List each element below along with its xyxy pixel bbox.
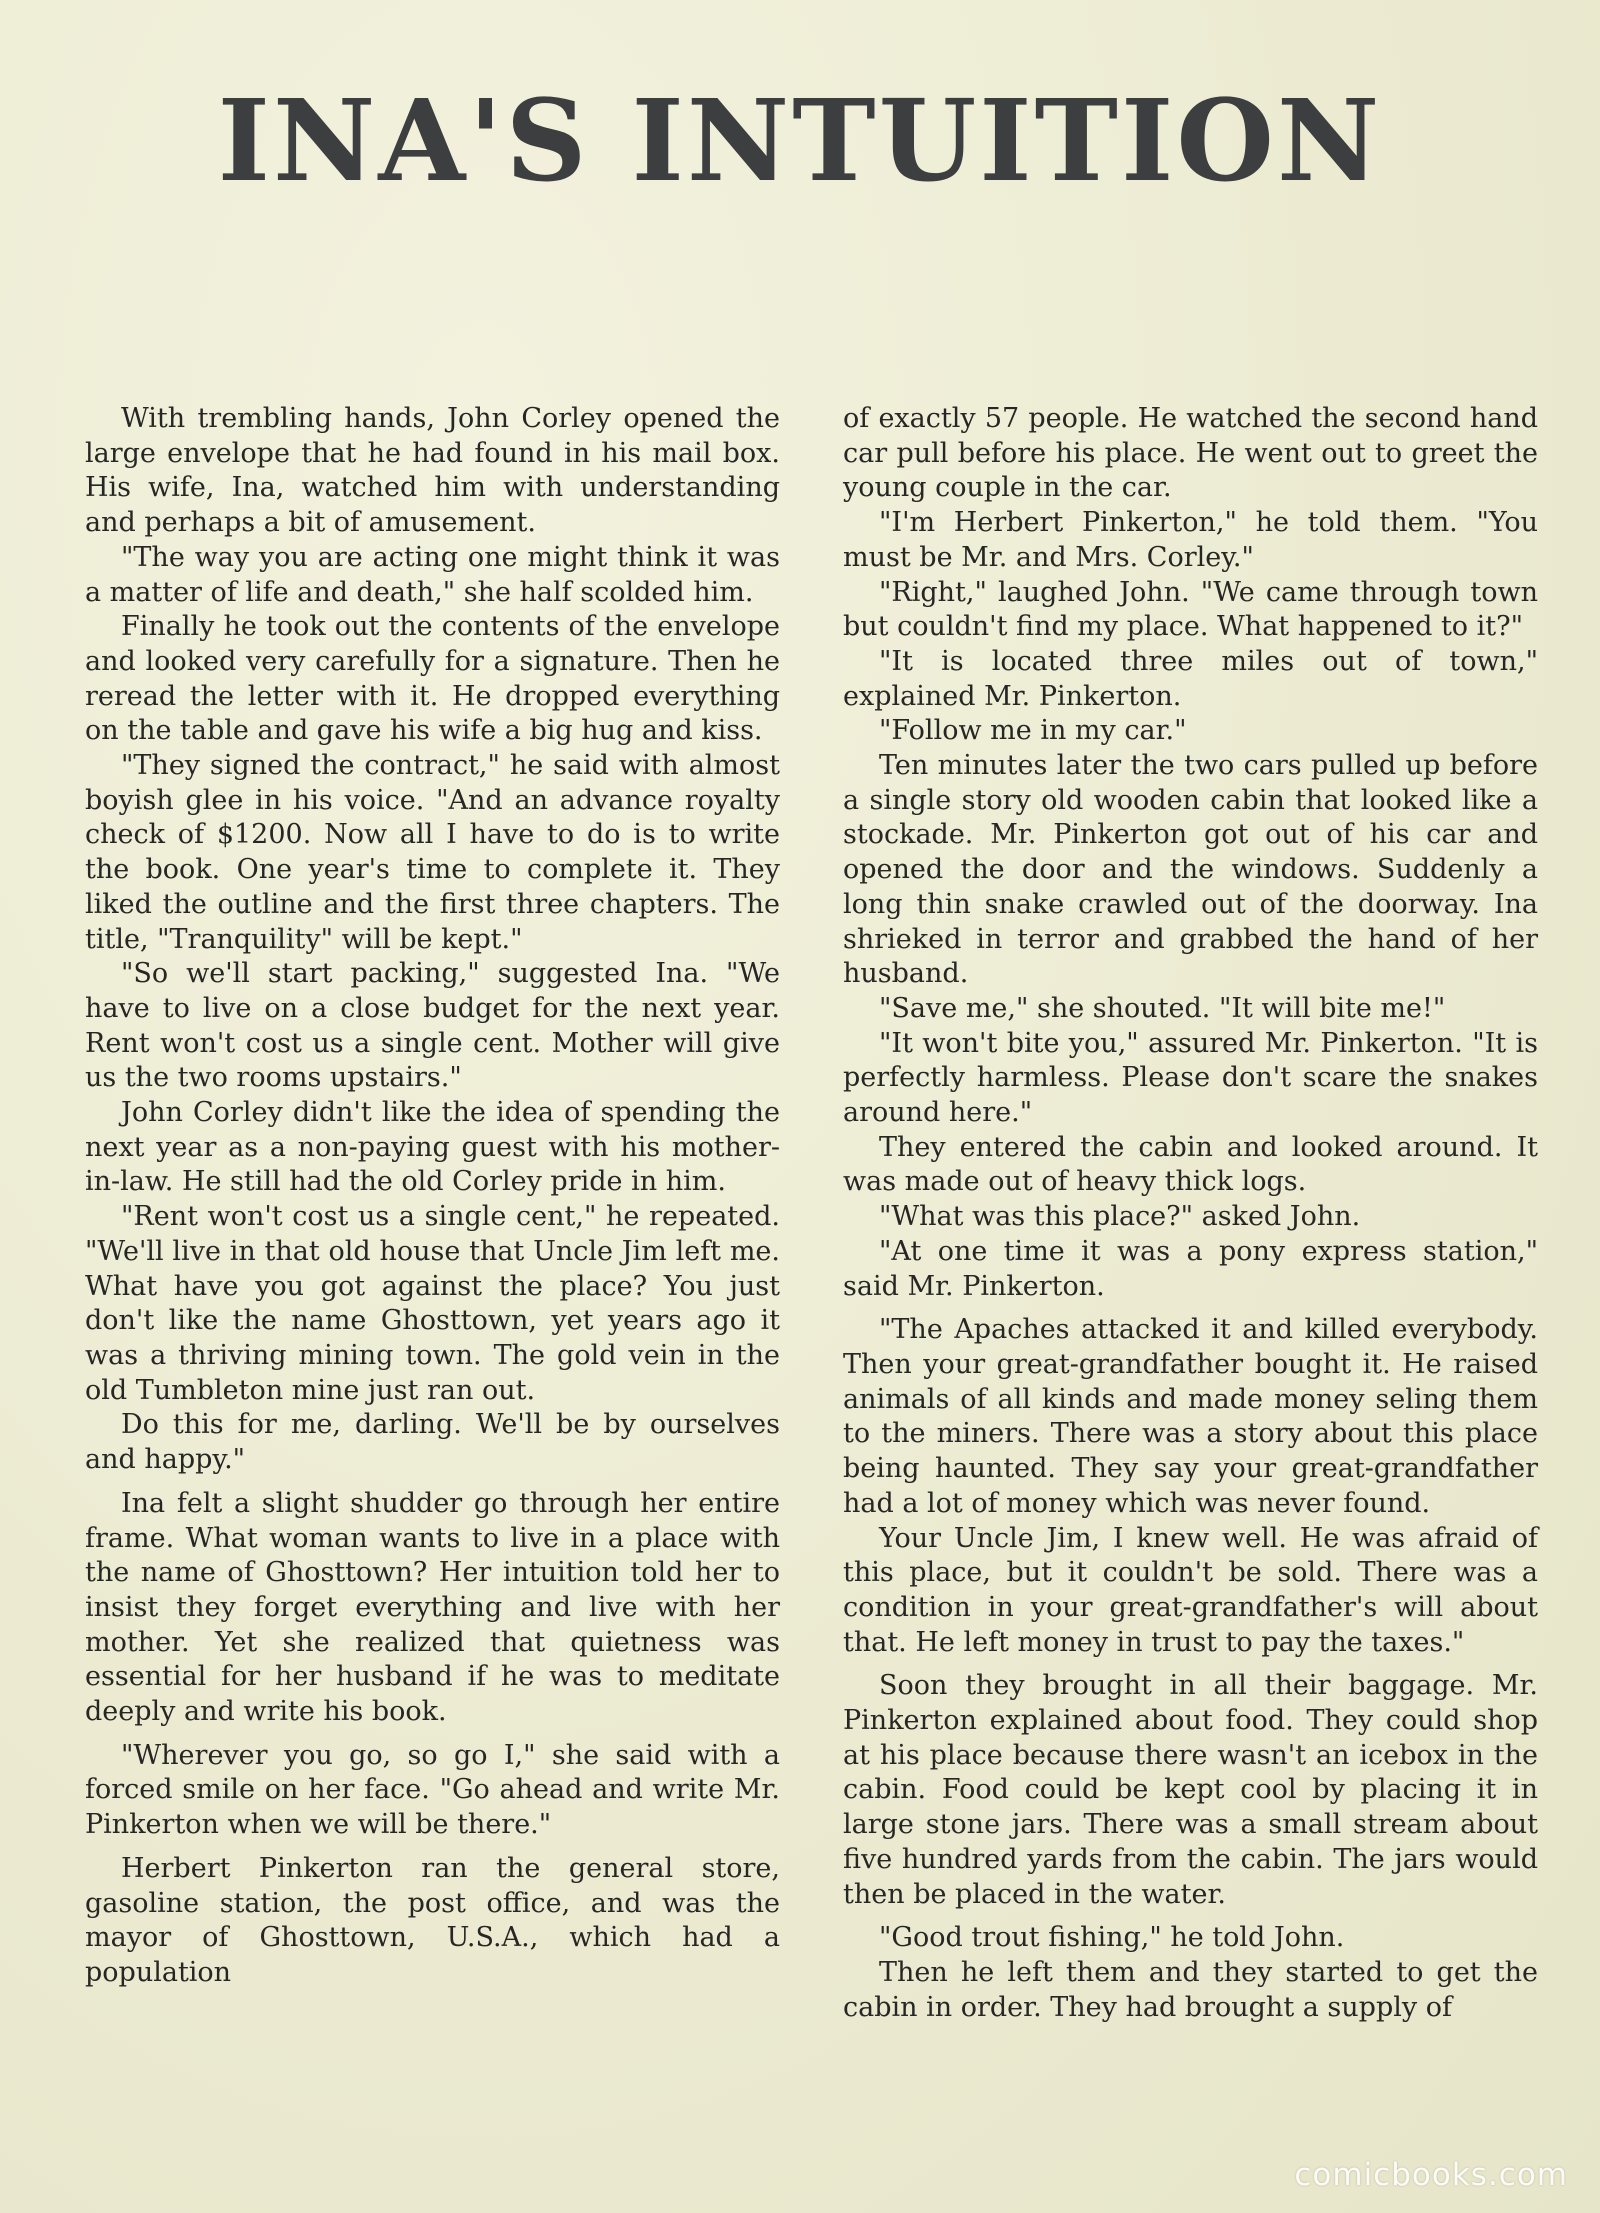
paragraph: "Follow me in my car." [879, 715, 1187, 747]
paragraph: Do this for me, darling. We'll be by ourselves and happy." [85, 1409, 780, 1476]
paragraph: Your Uncle Jim, I knew well. He was afraid of this place, but it couldn't be sold. There was a condition in your great-grandfather's will about that. He left money in trust to pay the taxes." [843, 1522, 1538, 1658]
paragraph: "I'm Herbert Pinkerton," he told them. "You must be Mr. and Mrs. Corley." [843, 507, 1538, 573]
paragraph: "Rent won't cost us a single cent," he repeated. "We'll live in that old house that Uncle Jim left me. What have you got against the place? You just don't like the name Ghosttown, yet years ago it was a thriving mining town. The gold vein in the old Tumbleton mine just ran out. [85, 1201, 780, 1406]
watermark-text: comicbooks.com [1294, 2157, 1568, 2193]
left-column [85, 402, 780, 1991]
paragraph: "So we'll start packing," suggested Ina. "We have to live on a close budget for the next year. Rent won't cost us a single cent. Mother will give us the two rooms upstairs." [85, 958, 780, 1094]
paragraph: "The way you are acting one might think it was a matter of life and death," she half scolded him. [85, 541, 780, 608]
paragraph: "It is located three miles out of town," explained Mr. Pinkerton. [843, 645, 1538, 712]
paragraph: Ten minutes later the two cars pulled up before a single story old wooden cabin that looked like a stockade. Mr. Pinkerton got out of his car and opened the door and the windows. Suddenly a long thin snake crawled out of the doorway. Ina shrieked in terror and grabbed the hand of her husband. [843, 750, 1538, 990]
article-title: INA'S INTUITION [217, 76, 1383, 207]
paragraph: Then he left them and they started to get the cabin in order. They had brought a supply of [843, 1956, 1538, 2023]
paragraph: They entered the cabin and looked around. It was made out of heavy thick logs. [843, 1131, 1538, 1198]
paragraph: "The Apaches attacked it and killed everybody. Then your great-grandfather bought it. He raised animals of all kinds and made money seling them to the miners. There was a story about this place being haunted. They say your great-grandfather had a lot of money which was never found. [843, 1314, 1538, 1519]
paragraph: "It won't bite you," assured Mr. Pinkerton. "It is perfectly harmless. Please don't scare the snakes around here." [843, 1027, 1538, 1129]
paragraph: Herbert Pinkerton ran the general store, gasoline station, the post office, and was the mayor of Ghosttown, U.S.A., which had a population [85, 1852, 780, 1988]
paragraph: of exactly 57 people. He watched the second hand car pull before his place. He went out to greet the young couple in the car. [843, 403, 1538, 504]
paragraph: "Good trout fishing," he told John. [879, 1922, 1345, 1954]
paragraph: John Corley didn't like the idea of spending the next year as a non-paying guest with his mother-in-law. He still had the old Corley pride in him. [85, 1097, 780, 1198]
paragraph: "They signed the contract," he said with almost boyish glee in his voice. "And an advance royalty check of $1200. Now all I have to do is to write the book. One year's time to complete it. They liked the outline and the first three chapters. The title, "Tranquility" will be kept." [85, 750, 780, 955]
paragraph: "What was this place?" asked John. [879, 1201, 1361, 1233]
right-column [843, 402, 1538, 2025]
paragraph: "At one time it was a pony express station," said Mr. Pinkerton. [843, 1235, 1538, 1302]
paragraph: "Wherever you go, so go I," she said with a forced smile on her face. "Go ahead and write Mr. Pinkerton when we will be there." [85, 1739, 780, 1841]
paragraph: Finally he took out the contents of the envelope and looked very carefully for a signature. Then he reread the letter with it. He dropped everything on the table and gave his wife a big hug and kiss. [85, 611, 780, 747]
paragraph: Soon they brought in all their baggage. Mr. Pinkerton explained about food. They could shop at his place because there wasn't an icebox in the cabin. Food could be kept cool by placing it in large stone jars. There was a small stream about five hundred yards from the cabin. The jars would then be placed in the water. [843, 1670, 1538, 1910]
paragraph: With trembling hands, John Corley opened the large envelope that he had found in his mail box. His wife, Ina, watched him with understanding and perhaps a bit of amusement. [85, 403, 780, 539]
paragraph: "Right," laughed John. "We came through town but couldn't find my place. What happened to it?" [843, 576, 1538, 643]
paragraph: Ina felt a slight shudder go through her entire frame. What woman wants to live in a place with the name of Ghosttown? Her intuition told her to insist they forget everything and live with her mother. Yet she realized that quietness was essential for her husband if he was to meditate deeply and write his book. [85, 1487, 780, 1728]
paragraph: "Save me," she shouted. "It will bite me!" [879, 992, 1446, 1024]
